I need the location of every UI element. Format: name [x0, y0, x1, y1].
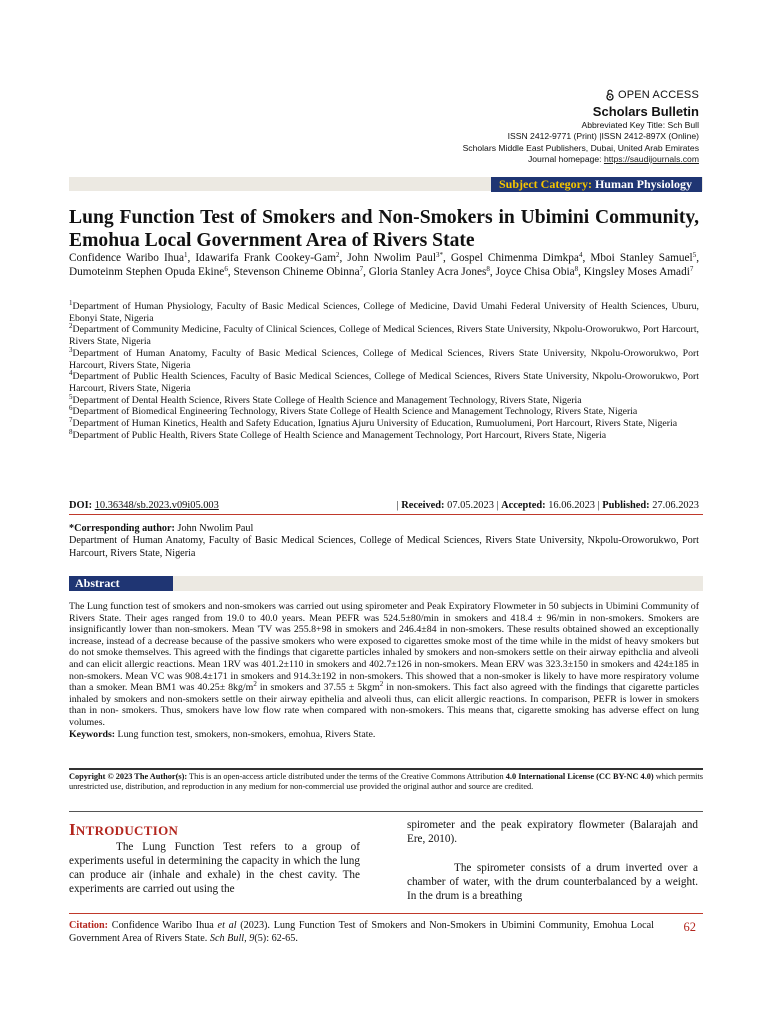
intro-right-column: [407, 818, 698, 903]
corresponding-label: *Corresponding author:: [69, 523, 175, 534]
doi-link[interactable]: 10.36348/sb.2023.v09i05.003: [94, 500, 219, 511]
author: Mboi Stanley Samuel$^5$,: [590, 251, 700, 264]
affiliation: $^3$Department of Human Anatomy, Faculty of Basic Medical Sciences, College of Medical Sciences, Rivers State University, Nkpolu-Oroworukwo, Port Harcourt, Rivers State, Nigeria: [69, 345, 699, 371]
abstract-heading: Abstract: [69, 576, 173, 591]
author: John Nwolim Paul$^{3*}$,: [347, 251, 451, 264]
open-access-lock-icon: [605, 89, 615, 101]
doi-row: [69, 500, 699, 514]
author-list: [69, 251, 699, 279]
author: Kingsley Moses Amadi$^7$: [583, 265, 694, 278]
corresponding-dept: Department of Human Anatomy, Faculty of Basic Medical Sciences, College of Medical Sciences, Rivers State University, Nkpolu-Oroworukwo, Port Harcourt, Rivers State, Nigeria: [69, 535, 699, 559]
intro-heading: INTRODUCTION: [69, 820, 179, 839]
open-access-label: OPEN ACCESS: [617, 89, 699, 101]
article-title: Lung Function Test of Smokers and Non-Smokers in Ubimini Community, Emohua Local Government Area of Rivers State: [69, 207, 699, 251]
affiliation-list: [69, 301, 699, 441]
journal-issn: ISSN 2412-9771 (Print) |ISSN 2412-897X (Online): [507, 131, 699, 142]
affiliation: $^8$Department of Public Health, Rivers State College of Health Science and Management Technology, Port Harcourt, Rivers State, Nigeria: [69, 427, 607, 441]
open-access-badge: [463, 88, 699, 102]
doi: DOI: 10.36348/sb.2023.v09i05.003: [69, 500, 219, 511]
copyright-divider: [69, 811, 703, 812]
corresponding-name: John Nwolim Paul: [177, 523, 254, 534]
journal-homepage: Journal homepage: https://saudijournals.com: [527, 153, 699, 164]
affiliation: $^2$Department of Community Medicine, Faculty of Clinical Sciences, College of Medical Sciences, Rivers State University, Nkpolu-Oroworukwo, Port Harcourt, Rivers State, Nigeria: [69, 322, 699, 348]
received-date: 07.05.2023: [447, 500, 494, 511]
accepted-date: 16.06.2023: [548, 500, 595, 511]
journal-homepage-link[interactable]: https://saudijournals.com: [603, 153, 699, 164]
footer-divider: [69, 913, 703, 914]
subject-category-value: Human Physiology: [594, 177, 692, 191]
affiliation: $^5$Department of Dental Health Science, Rivers State College of Health Science and Management Technology, Rivers State, Nigeria: [69, 392, 582, 406]
author: Stevenson Chineme Obinna$^7$,: [233, 265, 369, 278]
intro-paragraph: The Lung Function Test refers to a group of experiments useful in determining the capacity in which the lung can produce air (inhale and exhale) in the chest cavity. The experiments are carried out using the: [69, 841, 360, 895]
author: Idawarifa Frank Cookey-Gam$^2$,: [195, 251, 348, 264]
copyright-notice: Copyright © 2023 The Author(s): This is an open-access article distributed under the terms of the Creative Commons Attribution 4.0 International License (CC BY-NC 4.0) which permits unrestricted use, distribution, and reproduction in any medium for non-commercial use provided the original author and source are credited.: [69, 768, 703, 793]
journal-name: Scholars Bulletin: [592, 104, 699, 119]
intro-left-column: [69, 820, 360, 896]
page-number: 62: [683, 920, 696, 934]
journal-publisher: Scholars Middle East Publishers, Dubai, United Arab Emirates: [462, 142, 699, 153]
affiliation: $^1$Department of Human Physiology, Faculty of Basic Medical Sciences, College of Medicine, David Umahi Federal University of Health Sciences, Uburu, Ebonyi State, Nigeria: [69, 299, 699, 324]
intro-paragraph-2: The spirometer consists of a drum inverted over a chamber of water, with the drum counterbalanced by a weight. In the drum is a breathing: [407, 862, 698, 902]
published-date: 27.06.2023: [652, 500, 699, 511]
abstract-paragraph: The Lung function test of smokers and non-smokers was carried out using spirometer and Peak Expiratory Flowmeter in 50 subjects in Ubimini Community of Rivers State. Their ages ranged from 19.0 to 40.0 years. Mean PEFR was 524.5±80/min in smokers and 418.4 ± 96/min in non-smokers. Smokers are insignificantly lower than non-smokers. Mean 'TV was 255.8+98 in smokers and 246.4±84 in non-smokers. These results obtained showed an exceptionally increase, instead of a decrease because of the passive smokers who were exposed to cigarettes smoke most of the time while in the midst of heavy smokers but do not smoke themselves. This agreed with the findings that cigarette particles inhaled by smokers and non-smokers settle on their airway epithclia and alveoli and can elicit allergic reactions. Mean 1RV was 401.2±110 in smokers and 402.7±126 in non-smokers. Mean ERV was 323.3±150 in smokers and 424±185 in non-smokers. Mean VC was 908.4±171 in smokers and 914.3±192 in non-smokers. This showed that a non-smoker is likely to have more respiratory volume than a smoker. Mean BM1 was $40.25\pm 8kg/m^2$ in smokers and 37.55 ± 5kgm$^2$ in non-smokers. This fact also agreed with the findings that cigarette particles inhaled by smokers and non-smokers settle on their airway epithelia and alveoli thus, can elicit allergic reactions. In comparison, PEFR is lower in smokers than in non- smokers. Thus, smokers have low flow rate when compared with non-smokers. This means that, cigarette smoking has adverse effect on lung volumes.: [69, 601, 699, 728]
journal-header: [463, 88, 699, 165]
abstract-body: [69, 601, 699, 740]
subject-category: Subject Category: Human Physiology: [491, 177, 702, 192]
citation: Citation: Confidence Waribo Ihua et al (2023). Lung Function Test of Smokers and Non-Smokers in Ubimini Community, Emohua Local Government Area of Rivers State. Sch Bull, 9(5): 62-65.: [69, 920, 654, 944]
corresponding-author: [69, 523, 699, 560]
doi-divider: [69, 514, 703, 515]
intro-paragraph-cont: spirometer and the peak expiratory flowmeter (Balarajah and Ere, 2010).: [407, 819, 698, 845]
author: Dumoteinm Stephen Opuda Ekine$^6$,: [69, 265, 234, 278]
author: Gospel Chimenma Dimkpa$^4$,: [450, 251, 591, 264]
author: Confidence Waribo Ihua$^1$,: [69, 251, 196, 264]
affiliation: $^7$Department of Human Kinetics, Health and Safety Education, Ignatius Ajuru University of Education, Rumuolumeni, Port Harcourt, Rivers State, Nigeria: [69, 416, 678, 430]
keywords: Keywords: Lung function test, smokers, non-smokers, emohua, Rivers State.: [69, 728, 376, 740]
dates: | Received: 07.05.2023 | Accepted: 16.06.2023 | Published: 27.06.2023: [396, 500, 699, 511]
affiliation: $^4$Department of Public Health Sciences, Faculty of Basic Medical Sciences, College of Medical Sciences, Rivers State University, Nkpolu-Oroworukwo, Port Harcourt, Rivers State, Nigeria: [69, 369, 699, 394]
author: Joyce Chisa Obia$^8$,: [495, 265, 584, 278]
journal-abbrev: Abbreviated Key Title: Sch Bull: [581, 120, 699, 130]
affiliation: $^6$Department of Biomedical Engineering Technology, Rivers State College of Health Science and Management Technology, Rivers State, Nigeria: [69, 404, 638, 418]
subject-category-label: Subject Category: [498, 177, 588, 191]
author: Gloria Stanley Acra Jones$^8$,: [368, 265, 496, 278]
